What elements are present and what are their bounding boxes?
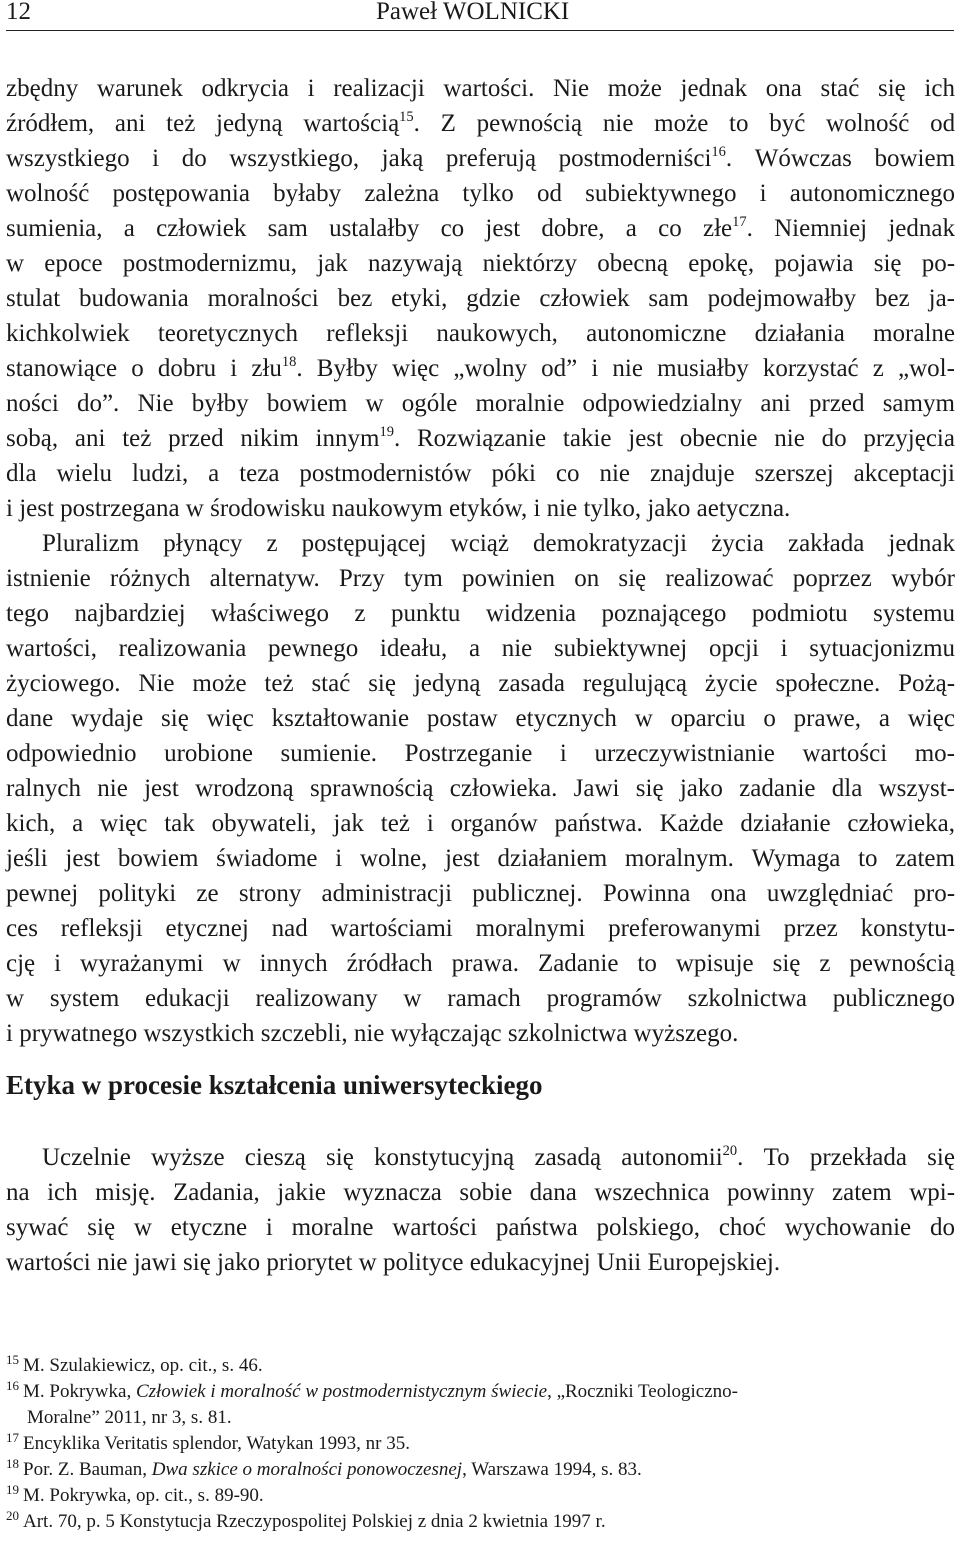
text-line: zbędny warunek odkrycia i realizacji wartości. Nie może jednak ona stać się ich	[6, 75, 955, 102]
text-line: stanowiące o dobru i złu$^{18}$. Byłby więc „wolny od” i nie musiałby korzystać z „wol-	[6, 353, 955, 382]
text-line: kichkolwiek teoretycznych refleksji naukowych, autonomiczne działania moralne	[6, 320, 956, 347]
body-text	[6, 71, 955, 1051]
text-line: w epoce postmodernizmu, jak nazywają niektórzy obecną epokę, pojawia się po-	[6, 250, 956, 277]
text-line: życiowego. Nie może też stać się jedyną zasada regulującą życie społeczne. Pożą-	[6, 670, 956, 697]
footnote-continuation: Moralne” 2011, nr 3, s. 81.	[27, 1407, 232, 1428]
text-line: wartości nie jawi się jako priorytet w polityce edukacyjnej Unii Europejskiej.	[6, 1249, 781, 1276]
text-line: wszystkiego i do wszystkiego, jaką preferują postmoderniści$^{16}$. Wówczas bowiem	[6, 143, 956, 172]
footnote-15: $^{15}$ M. Szulakiewicz, op. cit., s. 46.	[6, 1352, 263, 1376]
text-line: wartości, realizowania pewnego ideału, a nie subiektywnej opcji i sytuacjonizmu	[6, 635, 956, 662]
running-head: Paweł WOLNICKI	[376, 0, 570, 25]
footnote-ref: 18	[281, 353, 297, 370]
text-line: źródłem, ani też jedyną wartością$^{15}$. Z pewnością nie może to być wolność od	[6, 108, 956, 137]
footnote-16: $^{16}$ M. Pokrywka, Człowiek i moralność w postmodernistycznym świecie, „Roczniki Teologiczno-	[6, 1378, 738, 1402]
footnote-number: 18	[6, 1456, 19, 1471]
footnote-ref: 15	[399, 108, 414, 125]
footnote-number: 15	[6, 1352, 19, 1367]
footnote-number: 19	[6, 1482, 19, 1497]
text-line: i jest postrzegana w środowisku naukowym etyków, i nie tylko, jako aetyczna.	[6, 495, 791, 522]
text-line: Uczelnie wyższe cieszą się konstytucyjną zasadą autonomii$^{20}$. To przekłada się	[42, 1142, 955, 1171]
footnote-number: 16	[6, 1378, 19, 1393]
text-line: ralnych nie jest wrodzoną sprawnością człowieka. Jawi się jako zadanie dla wszyst-	[6, 775, 956, 802]
text-line: sumienia, a człowiek sam ustalałby co jest dobre, a co złe$^{17}$. Niemniej jednak	[6, 213, 955, 242]
text-line: dane wydaje się więc kształtowanie postaw etycznych w oparciu o prawe, a więc	[6, 705, 955, 732]
header-rule	[6, 30, 954, 31]
text-line: istnienie różnych alternatyw. Przy tym powinien on się realizować poprzez wybór	[6, 565, 955, 592]
text-line: odpowiednio urobione sumienie. Postrzeganie i urzeczywistnianie wartości mo-	[6, 740, 956, 767]
body-text-2	[6, 1140, 955, 1280]
text-line: stulat budowania moralności bez etyki, gdzie człowiek sam podejmowałby bez ja-	[6, 285, 955, 312]
text-line: Pluralizm płynący z postępującej wciąż demokratyzacji życia zakłada jednak	[42, 530, 956, 557]
text-line: jeśli jest bowiem świadome i wolne, jest działaniem moralnym. Wymaga to zatem	[6, 845, 955, 872]
paragraph-2	[6, 526, 955, 1051]
text-line: cję i wyrażanymi w innych źródłach prawa. Zadanie to wpisuje się z pewnością	[6, 950, 955, 977]
text-line: wolność postępowania byłaby zależna tylko od subiektywnego i autonomicznego	[6, 180, 955, 207]
footnote-17: $^{17}$ Encyklika Veritatis splendor, Watykan 1993, nr 35.	[6, 1430, 410, 1454]
footnote-ref: 17	[732, 213, 747, 230]
footnote-ref: 19	[379, 423, 394, 440]
text-line: sywać się w etyczne i moralne wartości państwa polskiego, choć wychowanie do	[6, 1214, 955, 1241]
paragraph-3	[6, 1140, 955, 1280]
footnotes	[6, 1353, 955, 1535]
text-line: tego najbardziej właściwego z punktu widzenia poznającego podmiotu systemu	[6, 600, 956, 627]
text-line: ności do”. Nie byłby bowiem w ogóle moralnie odpowiedzialny ani przed samym	[6, 390, 955, 417]
section-heading: Etyka w procesie kształcenia uniwersyteckiego	[6, 1070, 543, 1100]
footnote-19: $^{19}$ M. Pokrywka, op. cit., s. 89-90.	[6, 1482, 264, 1506]
footnote-ref: 20	[722, 1142, 738, 1159]
footnote-18: $^{18}$ Por. Z. Bauman, Dwa szkice o moralności ponowoczesnej, Warszawa 1994, s. 83.	[6, 1456, 642, 1480]
text-line: ces refleksji etycznej nad wartościami moralnymi preferowanymi przez konstytu-	[6, 915, 956, 942]
page-header	[0, 0, 960, 31]
footnote-number: 20	[6, 1508, 19, 1523]
text-line: sobą, ani też przed nikim innym$^{19}$. Rozwiązanie takie jest obecnie nie do przyjęcia	[6, 423, 955, 452]
footnote-number: 17	[6, 1430, 19, 1445]
text-line: na ich misję. Zadania, jakie wyznacza sobie dana wszechnica powinny zatem wpi-	[6, 1179, 956, 1206]
text-line: dla wielu ludzi, a teza postmodernistów póki co nie znajduje szerszej akceptacji	[6, 460, 955, 487]
footnote-ref: 16	[711, 143, 726, 160]
text-line: w system edukacji realizowany w ramach programów szkolnictwa publicznego	[6, 985, 955, 1012]
text-line: i prywatnego wszystkich szczebli, nie wyłączając szkolnictwa wyższego.	[6, 1020, 739, 1047]
text-line: pewnej polityki ze strony administracji publicznej. Powinna ona uwzględniać pro-	[6, 880, 956, 907]
page-number: 12	[6, 0, 31, 25]
footnote-20: $^{20}$ Art. 70, p. 5 Konstytucja Rzeczypospolitej Polskiej z dnia 2 kwietnia 1997 r.	[6, 1508, 606, 1532]
text-line: kich, a więc tak obywateli, jak też i organów państwa. Każde działanie człowieka,	[6, 810, 956, 837]
paragraph-1	[6, 71, 955, 526]
